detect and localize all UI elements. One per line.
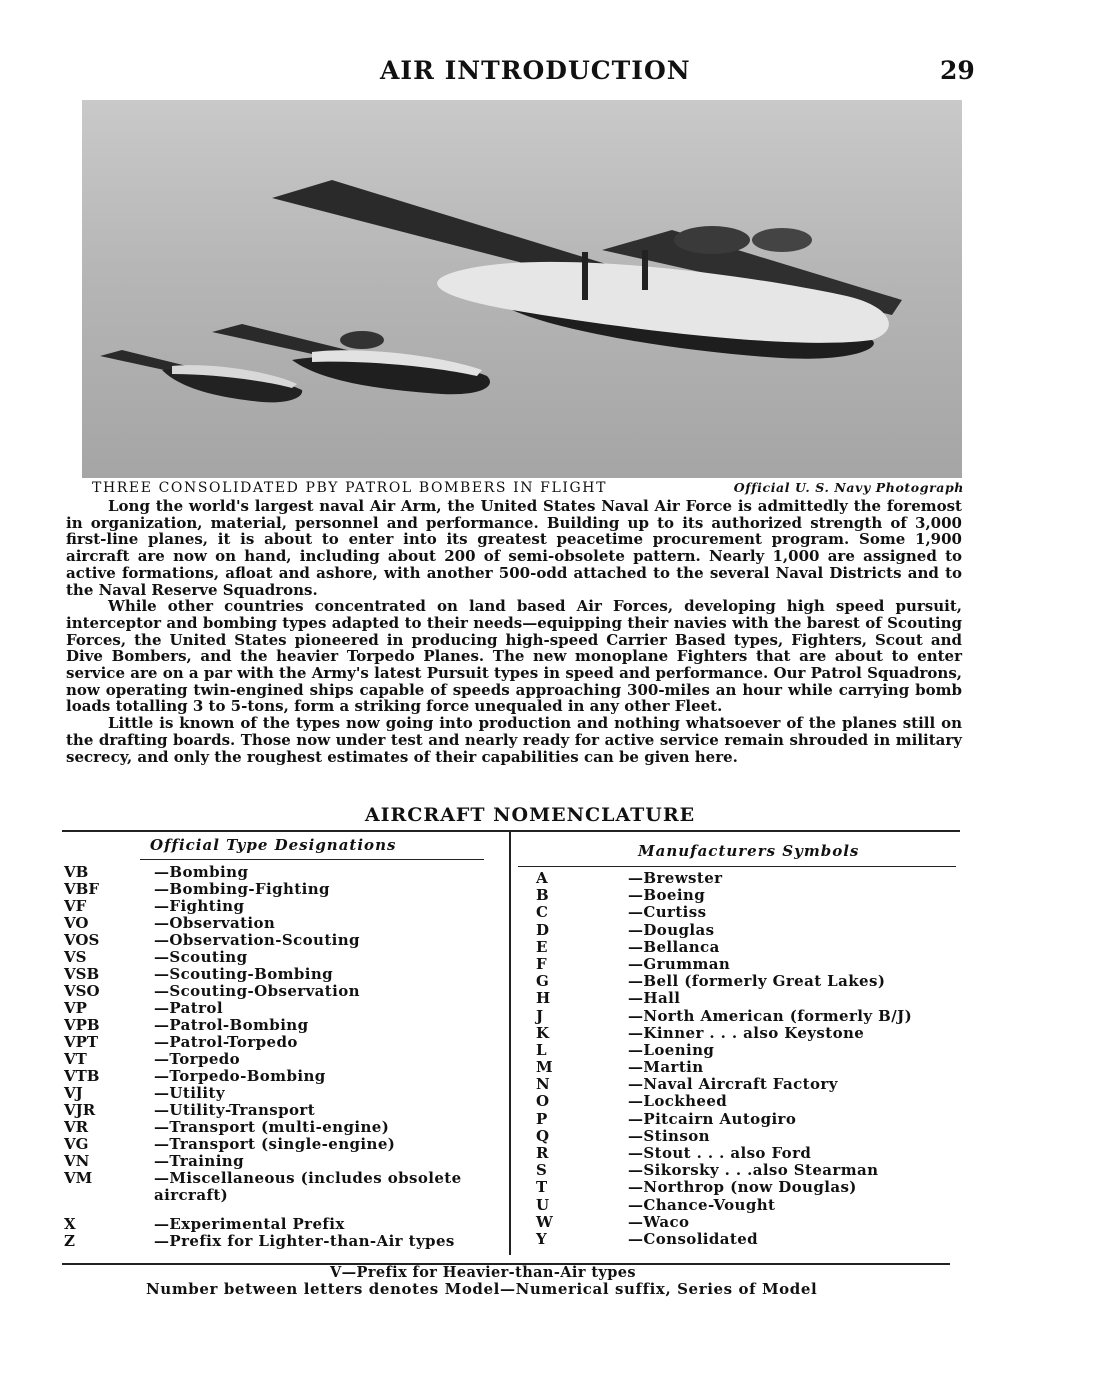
- mfr-code: F: [536, 954, 547, 973]
- type-code: VPT: [64, 1033, 99, 1051]
- mfr-row: [536, 939, 956, 956]
- type-heading-rule: [140, 859, 484, 860]
- type-code: VPB: [64, 1016, 100, 1034]
- mfr-desc: —Pitcairn Autogiro: [628, 1109, 797, 1128]
- type-desc: —Scouting-Observation: [154, 982, 360, 1000]
- type-desc: —Transport (single-engine): [154, 1135, 396, 1153]
- paragraph-1: Long the world's largest naval Air Arm, the United States Naval Air Force is admittedly the foremost in organization, material, personnel and performance. Building up to its authorized strength of 3,000 first-line planes, it is about to enter into its greatest peacetime procurement program. Some 1,900 aircraft are now on hand, including about 200 of semi-obsolete pattern. Nearly 1,000 are assigned to active formations, afloat and ashore, with another 500-odd attached to the several Naval Districts and to the Naval Reserve Squadrons.: [66, 497, 962, 599]
- type-code: VO: [64, 914, 89, 932]
- mfr-desc: —Sikorsky . . .also Stearman: [628, 1161, 879, 1180]
- mfr-row: [536, 1008, 956, 1025]
- mfr-desc: —Consolidated: [628, 1229, 759, 1248]
- type-row: [64, 1170, 504, 1204]
- type-row: [64, 1136, 504, 1153]
- type-desc: —Observation: [154, 914, 276, 932]
- mfr-row: [536, 1179, 956, 1196]
- mfr-row: [536, 887, 956, 904]
- pby-patrol-bombers-illustration: [82, 100, 962, 478]
- mfr-row: [536, 1076, 956, 1093]
- mfr-row: [536, 1042, 956, 1059]
- type-desc: —Bombing-Fighting: [154, 880, 330, 898]
- type-desc: —Prefix for Lighter-than-Air types: [154, 1232, 455, 1250]
- mfr-code: L: [536, 1040, 547, 1059]
- mfr-code: G: [536, 972, 549, 991]
- type-row: [64, 898, 504, 915]
- type-code: VP: [64, 999, 87, 1017]
- type-desc: —Observation-Scouting: [154, 931, 360, 949]
- type-desc: —Scouting-Bombing: [154, 965, 334, 983]
- mfr-desc: —Stinson: [628, 1126, 710, 1145]
- mfr-desc: —Kinner . . . also Keystone: [628, 1023, 865, 1042]
- mfr-row: [536, 973, 956, 990]
- mfr-desc: —North American (formerly B/J): [628, 1006, 913, 1025]
- mfr-desc: —Chance-Vought: [628, 1195, 776, 1214]
- type-code: VB: [64, 863, 89, 881]
- mfr-code: B: [536, 886, 549, 905]
- type-desc: —Scouting: [154, 948, 248, 966]
- type-code: VG: [64, 1135, 89, 1153]
- mfr-desc: —Naval Aircraft Factory: [628, 1075, 838, 1094]
- mfr-row: [536, 922, 956, 939]
- type-code: VT: [64, 1050, 87, 1068]
- type-desc: —Torpedo: [154, 1050, 241, 1068]
- type-code: VOS: [64, 931, 100, 949]
- mfr-code: T: [536, 1178, 548, 1197]
- type-desc: —Bombing: [154, 863, 249, 881]
- mfr-row: [536, 990, 956, 1007]
- mfr-desc: —Stout . . . also Ford: [628, 1144, 812, 1162]
- type-row: [64, 1051, 504, 1068]
- type-code: Z: [64, 1232, 75, 1250]
- mfr-desc: —Bell (formerly Great Lakes): [628, 972, 886, 991]
- mfr-desc: —Hall: [628, 989, 681, 1008]
- mfr-row: [536, 1128, 956, 1145]
- section-title: AIRCRAFT NOMENCLATURE: [364, 804, 696, 826]
- mfr-desc: —Grumman: [628, 954, 731, 973]
- type-row: [64, 1102, 504, 1119]
- mfr-desc: —Curtiss: [628, 903, 707, 922]
- type-designations-list: [64, 864, 504, 1250]
- type-code: VSO: [64, 982, 100, 1000]
- mfr-code: Y: [536, 1229, 547, 1248]
- type-designations-heading: Official Type Designations: [150, 836, 397, 854]
- mfr-desc: —Waco: [628, 1212, 690, 1231]
- mfr-code: J: [536, 1006, 544, 1025]
- type-row: [64, 949, 504, 966]
- mfr-code: W: [536, 1212, 553, 1231]
- mfr-code: K: [536, 1023, 550, 1042]
- type-desc: —Utility: [154, 1084, 225, 1102]
- type-code: VF: [64, 897, 87, 915]
- mfr-code: Q: [536, 1126, 550, 1145]
- type-desc: —Fighting: [154, 897, 245, 915]
- mfr-code: N: [536, 1075, 550, 1094]
- type-code: VTB: [64, 1067, 100, 1085]
- mfr-row: [536, 1214, 956, 1231]
- mfr-desc: —Bellanca: [628, 937, 720, 956]
- mfr-row: [536, 956, 956, 973]
- mfr-desc: —Boeing: [628, 886, 706, 905]
- mfr-code: R: [536, 1144, 549, 1162]
- mfr-row: [536, 1145, 956, 1162]
- mfr-row: [536, 1025, 956, 1042]
- mfr-desc: —Douglas: [628, 920, 715, 939]
- mfr-desc: —Martin: [628, 1058, 704, 1077]
- type-row: [64, 966, 504, 983]
- manufacturers-list: [536, 870, 956, 1248]
- type-code: X: [64, 1215, 76, 1233]
- table-column-divider: [509, 831, 511, 1255]
- mfr-desc: —Northrop (now Douglas): [628, 1178, 857, 1197]
- mfr-code: S: [536, 1161, 547, 1180]
- body-text: [66, 498, 962, 765]
- type-desc: —Transport (multi-engine): [154, 1118, 390, 1136]
- model-footnote: Number between letters denotes Model—Numerical suffix, Series of Model: [146, 1280, 818, 1298]
- mfr-row: [536, 1093, 956, 1110]
- mfr-row: [536, 1231, 956, 1248]
- mfr-row: [536, 1111, 956, 1128]
- mfr-code: E: [536, 937, 548, 956]
- type-code: VSB: [64, 965, 100, 983]
- type-desc: —Patrol-Bombing: [154, 1016, 309, 1034]
- manufacturers-heading: Manufacturers Symbols: [638, 842, 860, 860]
- mfr-code: C: [536, 903, 548, 922]
- mfr-row: [536, 1059, 956, 1076]
- photo-caption: [92, 480, 972, 496]
- mfr-code: M: [536, 1058, 553, 1077]
- photo-credit: Official U. S. Navy Photograph: [733, 480, 964, 495]
- mfr-row: [536, 904, 956, 921]
- paragraph-3: Little is known of the types now going into production and nothing whatsoever of the planes still on the drafting boards. Those now under test and nearly ready for active service remain shrouded in military secrecy, and only the roughest estimates of their capabilities can be given here.: [66, 714, 962, 766]
- page-title: AIR INTRODUCTION: [380, 56, 691, 85]
- type-code: VJR: [64, 1101, 96, 1119]
- type-desc: —Patrol: [154, 999, 223, 1017]
- type-code: VS: [64, 948, 87, 966]
- type-row: [64, 1119, 504, 1136]
- type-row: [64, 1233, 504, 1250]
- mfr-desc: —Loening: [628, 1040, 715, 1059]
- type-row: [64, 1216, 504, 1233]
- type-code: VM: [64, 1169, 93, 1187]
- type-code: VR: [64, 1118, 89, 1136]
- mfr-row: [536, 870, 956, 887]
- type-desc: —Utility-Transport: [154, 1101, 316, 1119]
- type-row: [64, 983, 504, 1000]
- mfr-code: H: [536, 989, 551, 1008]
- caption-text: THREE CONSOLIDATED PBY PATROL BOMBERS IN FLIGHT: [92, 480, 608, 496]
- type-row: [64, 1034, 504, 1051]
- type-row: [64, 1017, 504, 1034]
- type-desc: —Patrol-Torpedo: [154, 1033, 298, 1051]
- type-row: [64, 932, 504, 949]
- mfr-code: P: [536, 1109, 548, 1128]
- prefix-footnote: V—Prefix for Heavier-than-Air types: [330, 1264, 636, 1281]
- page-header: [0, 52, 1100, 92]
- type-desc: —Torpedo-Bombing: [154, 1067, 326, 1085]
- mfr-row: [536, 1162, 956, 1179]
- type-desc: —Experimental Prefix: [154, 1215, 345, 1233]
- table-top-rule: [62, 830, 960, 832]
- type-row: [64, 1000, 504, 1017]
- type-row: [64, 881, 504, 898]
- mfr-row: [536, 1197, 956, 1214]
- mfr-code: O: [536, 1092, 550, 1111]
- type-code: VBF: [64, 880, 99, 898]
- aircraft-photo: [82, 100, 962, 478]
- type-desc: —Training: [154, 1152, 244, 1170]
- mfr-code: U: [536, 1195, 550, 1214]
- mfr-desc: —Lockheed: [628, 1092, 728, 1111]
- type-code: VN: [64, 1152, 90, 1170]
- type-desc: —Miscellaneous (includes obsolete aircraft): [154, 1169, 462, 1204]
- mfr-heading-rule: [518, 866, 956, 867]
- type-row: [64, 864, 504, 881]
- type-row: [64, 1068, 504, 1085]
- type-row: [64, 1153, 504, 1170]
- type-row: [64, 915, 504, 932]
- type-code: VJ: [64, 1084, 83, 1102]
- page-number: 29: [940, 56, 975, 85]
- mfr-code: A: [536, 869, 548, 887]
- paragraph-2: While other countries concentrated on land based Air Forces, developing high speed pursuit, interceptor and bombing types adapted to their needs—equipping their navies with the barest of Scouting Forces, the United States pioneered in producing high-speed Carrier Based types, Fighters, Scout and Dive Bombers, and the heavier Torpedo Planes. The new monoplane Fighters that are about to enter service are on a par with the Army's latest Pursuit types in speed and performance. Our Patrol Squadrons, now operating twin-engined ships capable of speeds approaching 300-miles an hour while carrying bomb loads totalling 3 to 5-tons, form a striking force unequaled in any other Fleet.: [66, 597, 962, 716]
- third-pby-plane: [100, 350, 302, 402]
- mfr-code: D: [536, 920, 550, 939]
- mfr-desc: —Brewster: [628, 869, 723, 887]
- type-row: [64, 1085, 504, 1102]
